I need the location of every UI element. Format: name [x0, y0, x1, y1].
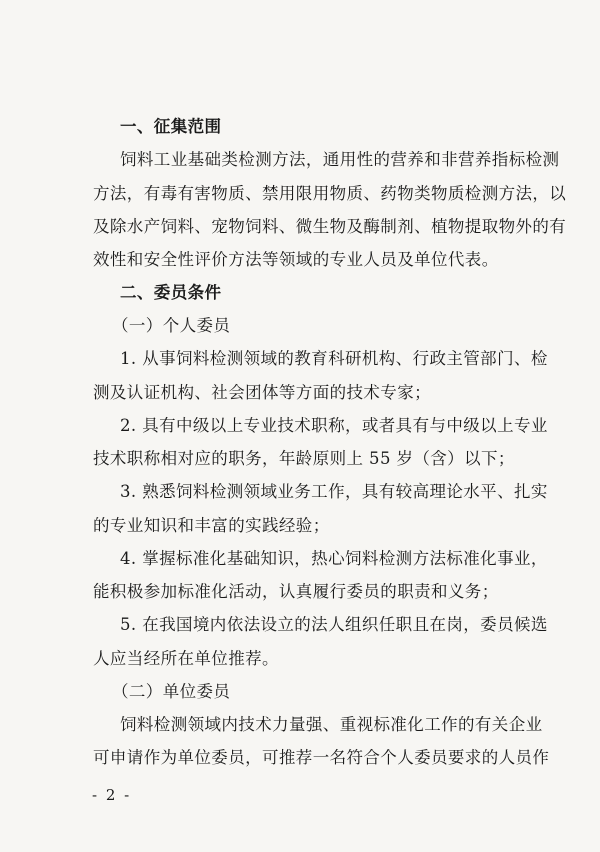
paragraph-line: 可申请作为单位委员，可推荐一名符合个人委员要求的人员作	[93, 748, 550, 767]
paragraph-line: 效性和安全性评价方法等领域的专业人员及单位代表。	[93, 250, 499, 269]
list-item-line: 5. 在我国境内依法设立的法人组织任职且在岗，委员候选	[120, 615, 548, 634]
list-item-line: 3. 熟悉饲料检测领域业务工作，具有较高理论水平、扎实	[120, 482, 548, 501]
section-heading-conditions: 二、委员条件	[120, 283, 222, 302]
section-heading-scope: 一、征集范围	[120, 117, 222, 136]
paragraph-line: 饲料检测领域内技术力量强、重视标准化工作的有关企业	[120, 715, 543, 734]
list-item-line: 1. 从事饲料检测领域的教育科研机构、行政主管部门、检	[120, 349, 548, 368]
list-item-line: 2. 具有中级以上专业技术职称，或者具有与中级以上专业	[120, 416, 548, 435]
list-item-line: 能积极参加标准化活动，认真履行委员的职责和义务；	[93, 582, 499, 601]
list-item-line: 技术职称相对应的职务，年龄原则上 55 岁（含）以下；	[93, 449, 515, 468]
list-item-line: 的专业知识和丰富的实践经验；	[93, 516, 330, 535]
paragraph-line: 方法，有毒有害物质、禁用限用物质、药物类物质检测方法，以	[93, 184, 567, 203]
subheading-individual-member: （一）个人委员	[112, 316, 231, 335]
subheading-unit-member: （二）单位委员	[112, 682, 231, 701]
list-item-line: 测及认证机构、社会团体等方面的技术专家；	[93, 383, 431, 402]
paragraph-line: 及除水产饲料、宠物饲料、微生物及酶制剂、植物提取物外的有	[93, 217, 567, 236]
page-number: - 2 -	[92, 786, 132, 804]
list-item-line: 人应当经所在单位推荐。	[93, 649, 279, 668]
paragraph-line: 饲料工业基础类检测方法，通用性的营养和非营养指标检测	[120, 150, 560, 169]
list-item-line: 4. 掌握标准化基础知识，热心饲料检测方法标准化事业，	[120, 549, 548, 568]
